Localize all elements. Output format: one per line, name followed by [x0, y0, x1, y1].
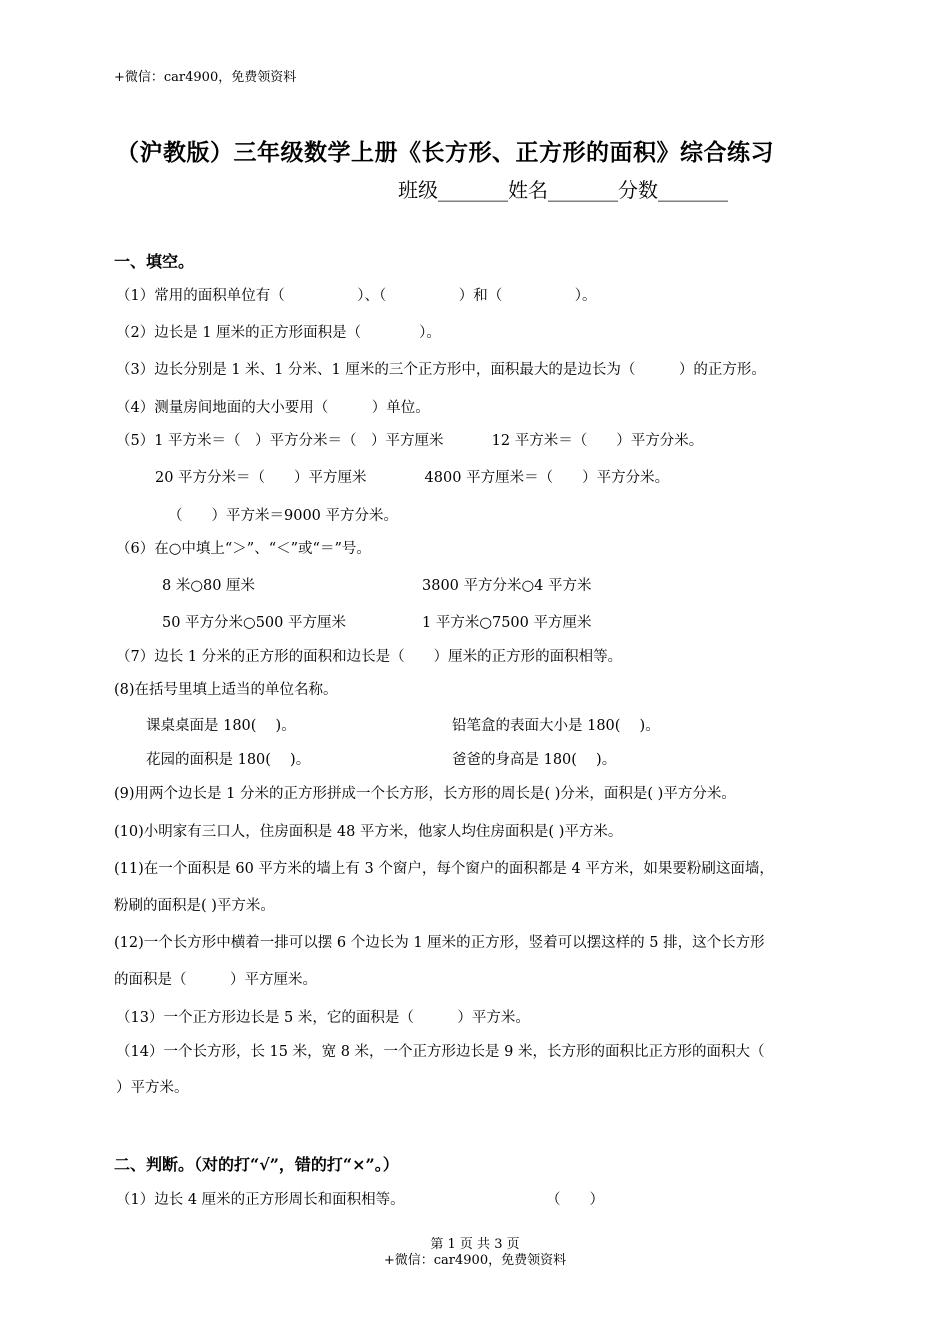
class-name-score-line: 班级_______姓名_______分数_______	[398, 178, 728, 202]
unit-item: 铅笔盒的表面大小是 180( )。	[452, 718, 660, 734]
compare-item: 8 米○80 厘米	[162, 578, 256, 594]
section-2-heading: 二、判断。（对的打“√”，错的打“×”。）	[114, 1155, 399, 1174]
question-line: 的面积是（ ）平方厘米。	[114, 972, 317, 988]
compare-item: 3800 平方分米○4 平方米	[422, 578, 592, 594]
question-line: （6）在○中填上“＞”、“＜”或“＝”号。	[116, 541, 371, 557]
question-line: （3）边长分别是 1 米、1 分米、1 厘米的三个正方形中，面积最大的是边长为（ ）的正方形。	[116, 362, 766, 378]
answer-bracket: （ ）	[546, 1192, 604, 1208]
question-line: （4）测量房间地面的大小要用（ ）单位。	[116, 400, 430, 416]
question-line: （1）常用的面积单位有（ ）、（ ）和（ ）。	[116, 288, 597, 304]
page-number: 第 1 页 共 3 页	[430, 1237, 520, 1252]
question-line: 粉刷的面积是( )平方米。	[114, 898, 275, 914]
footer-note: +微信：car4900，免费领资料	[383, 1253, 567, 1268]
question-line: ）平方米。	[116, 1080, 189, 1096]
question-line: （1）边长 4 厘米的正方形周长和面积相等。	[116, 1192, 405, 1208]
question-line: (11)在一个面积是 60 平方米的墙上有 3 个窗户，每个窗户的面积都是 4 平方米，如果要粉刷这面墙，	[114, 861, 774, 877]
question-line: （5）1 平方米＝（ ）平方分米＝（ ）平方厘米 12 平方米＝（ ）平方分米。	[116, 433, 704, 449]
unit-item: 爸爸的身高是 180( )。	[452, 752, 617, 768]
question-line: （13）一个正方形边长是 5 米，它的面积是（ ）平方米。	[116, 1010, 530, 1026]
question-line: (8)在括号里填上适当的单位名称。	[114, 682, 338, 698]
section-1-heading: 一、填空。	[114, 252, 195, 271]
header-note: +微信：car4900，免费领资料	[114, 70, 297, 85]
question-line: （7）边长 1 分米的正方形的面积和边长是（ ）厘米的正方形的面积相等。	[116, 649, 623, 665]
unit-item: 花园的面积是 180( )。	[146, 752, 311, 768]
question-line: (9)用两个边长是 1 分米的正方形拼成一个长方形，长方形的周长是( )分米，面积是( )平方分米。	[114, 786, 736, 802]
page-title: （沪教版）三年级数学上册《长方形、正方形的面积》综合练习	[116, 139, 774, 166]
unit-item: 课桌桌面是 180( )。	[146, 718, 296, 734]
question-line: 20 平方分米＝（ ）平方厘米 4800 平方厘米＝（ ）平方分米。	[155, 470, 670, 486]
compare-item: 50 平方分米○500 平方厘米	[162, 615, 346, 631]
question-line: （14）一个长方形，长 15 米，宽 8 米，一个正方形边长是 9 米，长方形的面积比正方形的面积大（	[116, 1044, 765, 1060]
question-line: （ ）平方米＝9000 平方分米。	[168, 508, 399, 524]
question-line: (12)一个长方形中横着一排可以摆 6 个边长为 1 厘米的正方形，竖着可以摆这样的 5 排，这个长方形	[114, 935, 765, 951]
question-line: （2）边长是 1 厘米的正方形面积是（ ）。	[116, 325, 441, 341]
question-line: (10)小明家有三口人，住房面积是 48 平方米，他家人均住房面积是( )平方米。	[114, 824, 623, 840]
compare-item: 1 平方米○7500 平方厘米	[422, 615, 592, 631]
